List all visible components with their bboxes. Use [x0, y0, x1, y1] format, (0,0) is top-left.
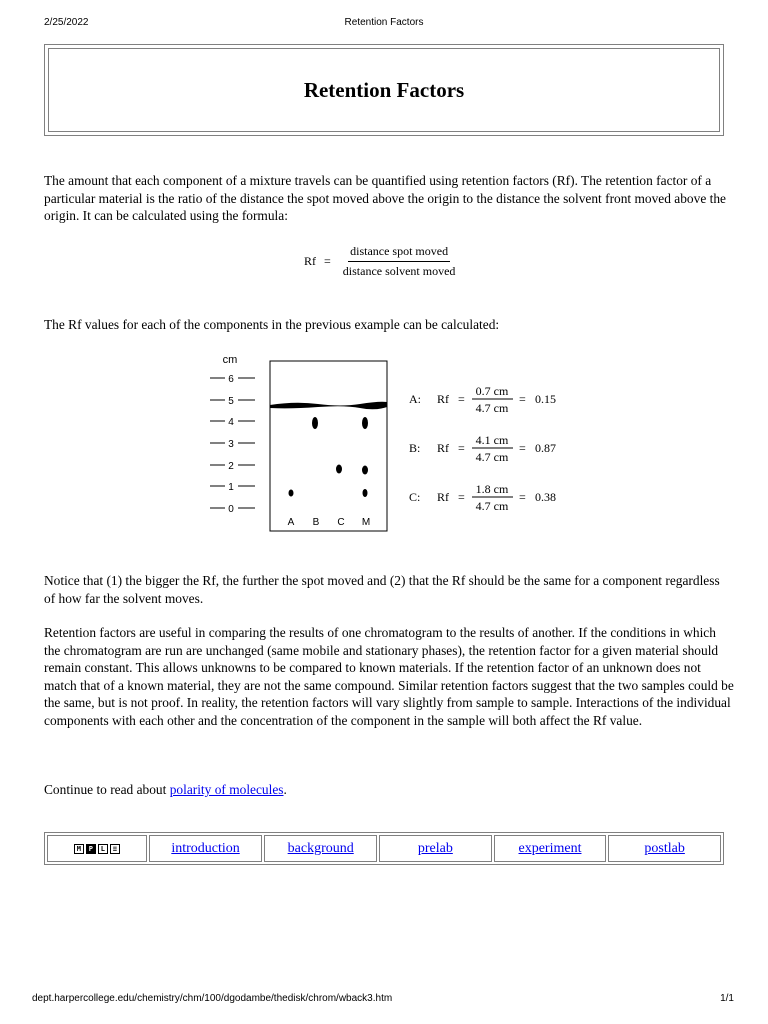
formula-denominator: distance solvent moved — [342, 264, 456, 278]
calc-rf: Rf — [437, 441, 449, 455]
calc-equals: = — [458, 441, 465, 455]
continue-paragraph — [44, 781, 734, 799]
calc-a — [409, 384, 556, 415]
tick-label: 4 — [228, 417, 234, 428]
page-title: Retention Factors — [303, 77, 465, 102]
calc-denominator: 4.7 cm — [475, 499, 509, 513]
calc-equals-2: = — [519, 392, 526, 406]
calc-label: A: — [409, 392, 421, 406]
nav-link-prelab[interactable]: prelab — [417, 840, 453, 856]
calc-rf: Rf — [437, 392, 449, 406]
polarity-link[interactable]: polarity of molecules — [169, 782, 284, 797]
m-icon[interactable]: M — [74, 844, 84, 854]
nav-cell-background — [264, 835, 377, 862]
calc-label: B: — [409, 441, 421, 455]
nav-cell-postlab — [608, 835, 721, 862]
nav-cell-introduction — [149, 835, 263, 862]
calc-result: 0.38 — [535, 490, 556, 504]
spot-m-3 — [363, 489, 368, 497]
print-date: 2/25/2022 — [44, 17, 89, 28]
spot-a — [289, 490, 294, 497]
calc-c — [409, 482, 556, 513]
tick-label: 3 — [228, 439, 234, 450]
notice-paragraph: Notice that (1) the bigger the Rf, the further the spot moved and (2) that the Rf should be the same for a component regardless of how far the solvent moves. — [44, 573, 720, 606]
spot-b — [312, 417, 318, 429]
formula-lhs: Rf — [304, 254, 316, 268]
calc-b — [409, 433, 556, 464]
calc-equals: = — [458, 490, 465, 504]
mini-icons — [74, 844, 120, 854]
spot-m-2 — [362, 466, 368, 475]
spot-c — [336, 465, 342, 474]
title-box-inner — [48, 48, 720, 132]
nav-table — [44, 832, 724, 865]
tick-label: 0 — [228, 504, 234, 515]
formula-equals: = — [324, 254, 331, 268]
formula-numerator: distance spot moved — [348, 244, 450, 262]
lane-label: A — [287, 517, 295, 528]
tick-label: 2 — [228, 461, 234, 472]
rf-calculations — [409, 384, 556, 513]
calc-equals-2: = — [519, 490, 526, 504]
usefulness-paragraph: Retention factors are useful in comparing the results of one chromatogram to the results of another. If the conditions in which the chromatogram are run are unchanged (same mobile and stationary phases), the retention factor for a given material should remain constant. This allows unknowns to be compared to known materials. If the retention factor of an unknown does not match that of a known material, they are not the same compound. Similar retention factors suggest that the two samples could be the same, but is not proof. In reality, the retention factors will vary slightly from sample to sample. Interactions of the individual components with each other and the concentration of the component in the sample will both affect the Rf value. — [44, 625, 734, 728]
tick-label: 5 — [228, 396, 234, 407]
nav-link-experiment[interactable]: experiment — [518, 840, 582, 856]
calc-numerator: 0.7 cm — [475, 384, 509, 398]
tick-label: 6 — [228, 374, 234, 385]
nav-link-background[interactable]: background — [287, 840, 354, 856]
print-url: dept.harpercollege.edu/chemistry/chm/100/dgodambe/thedisk/chrom/wback3.htm — [32, 993, 393, 1004]
calc-equals-2: = — [519, 441, 526, 455]
list-icon[interactable]: ≡ — [110, 844, 120, 854]
title-box — [44, 44, 724, 136]
nav-cell-experiment — [494, 835, 607, 862]
continue-suffix: . — [283, 782, 287, 797]
calc-equals: = — [458, 392, 465, 406]
unit-label: cm — [222, 354, 238, 366]
l-icon[interactable]: L — [98, 844, 108, 854]
calc-denominator: 4.7 cm — [475, 450, 509, 464]
calc-result: 0.87 — [535, 441, 556, 455]
lane-label: C — [337, 517, 345, 528]
ruler — [210, 374, 255, 515]
calc-numerator: 4.1 cm — [475, 433, 509, 447]
continue-prefix: Continue to read about — [44, 782, 170, 797]
chromatogram-diagram — [200, 350, 600, 535]
formula-fraction — [341, 244, 458, 279]
print-title: Retention Factors — [344, 17, 424, 28]
tlc-plate — [270, 361, 387, 531]
lane-label: B — [312, 517, 320, 528]
lane-label: M — [361, 517, 371, 528]
print-page-number: 1/1 — [720, 993, 734, 1004]
calc-denominator: 4.7 cm — [475, 401, 509, 415]
p-icon[interactable]: P — [86, 844, 96, 854]
rf-intro-paragraph: The Rf values for each of the components in the previous example can be calculated: — [44, 317, 500, 332]
tick-label: 1 — [228, 482, 234, 493]
nav-link-introduction[interactable]: introduction — [171, 840, 240, 856]
spot-m-1 — [362, 417, 368, 429]
nav-cell-prelab — [379, 835, 492, 862]
intro-paragraph: The amount that each component of a mixture travels can be quantified using retention factors (Rf). The retention factor of a particular material is the ratio of the distance the spot moved above the origin to the distance the solvent front moved above the origin. It can be calculated using the formula: — [44, 173, 726, 223]
nav-link-postlab[interactable]: postlab — [644, 840, 685, 856]
calc-numerator: 1.8 cm — [475, 482, 509, 496]
calc-rf: Rf — [437, 490, 449, 504]
calc-result: 0.15 — [535, 392, 556, 406]
calc-label: C: — [409, 490, 421, 504]
nav-icons-cell — [47, 835, 147, 862]
rf-formula — [304, 244, 457, 279]
